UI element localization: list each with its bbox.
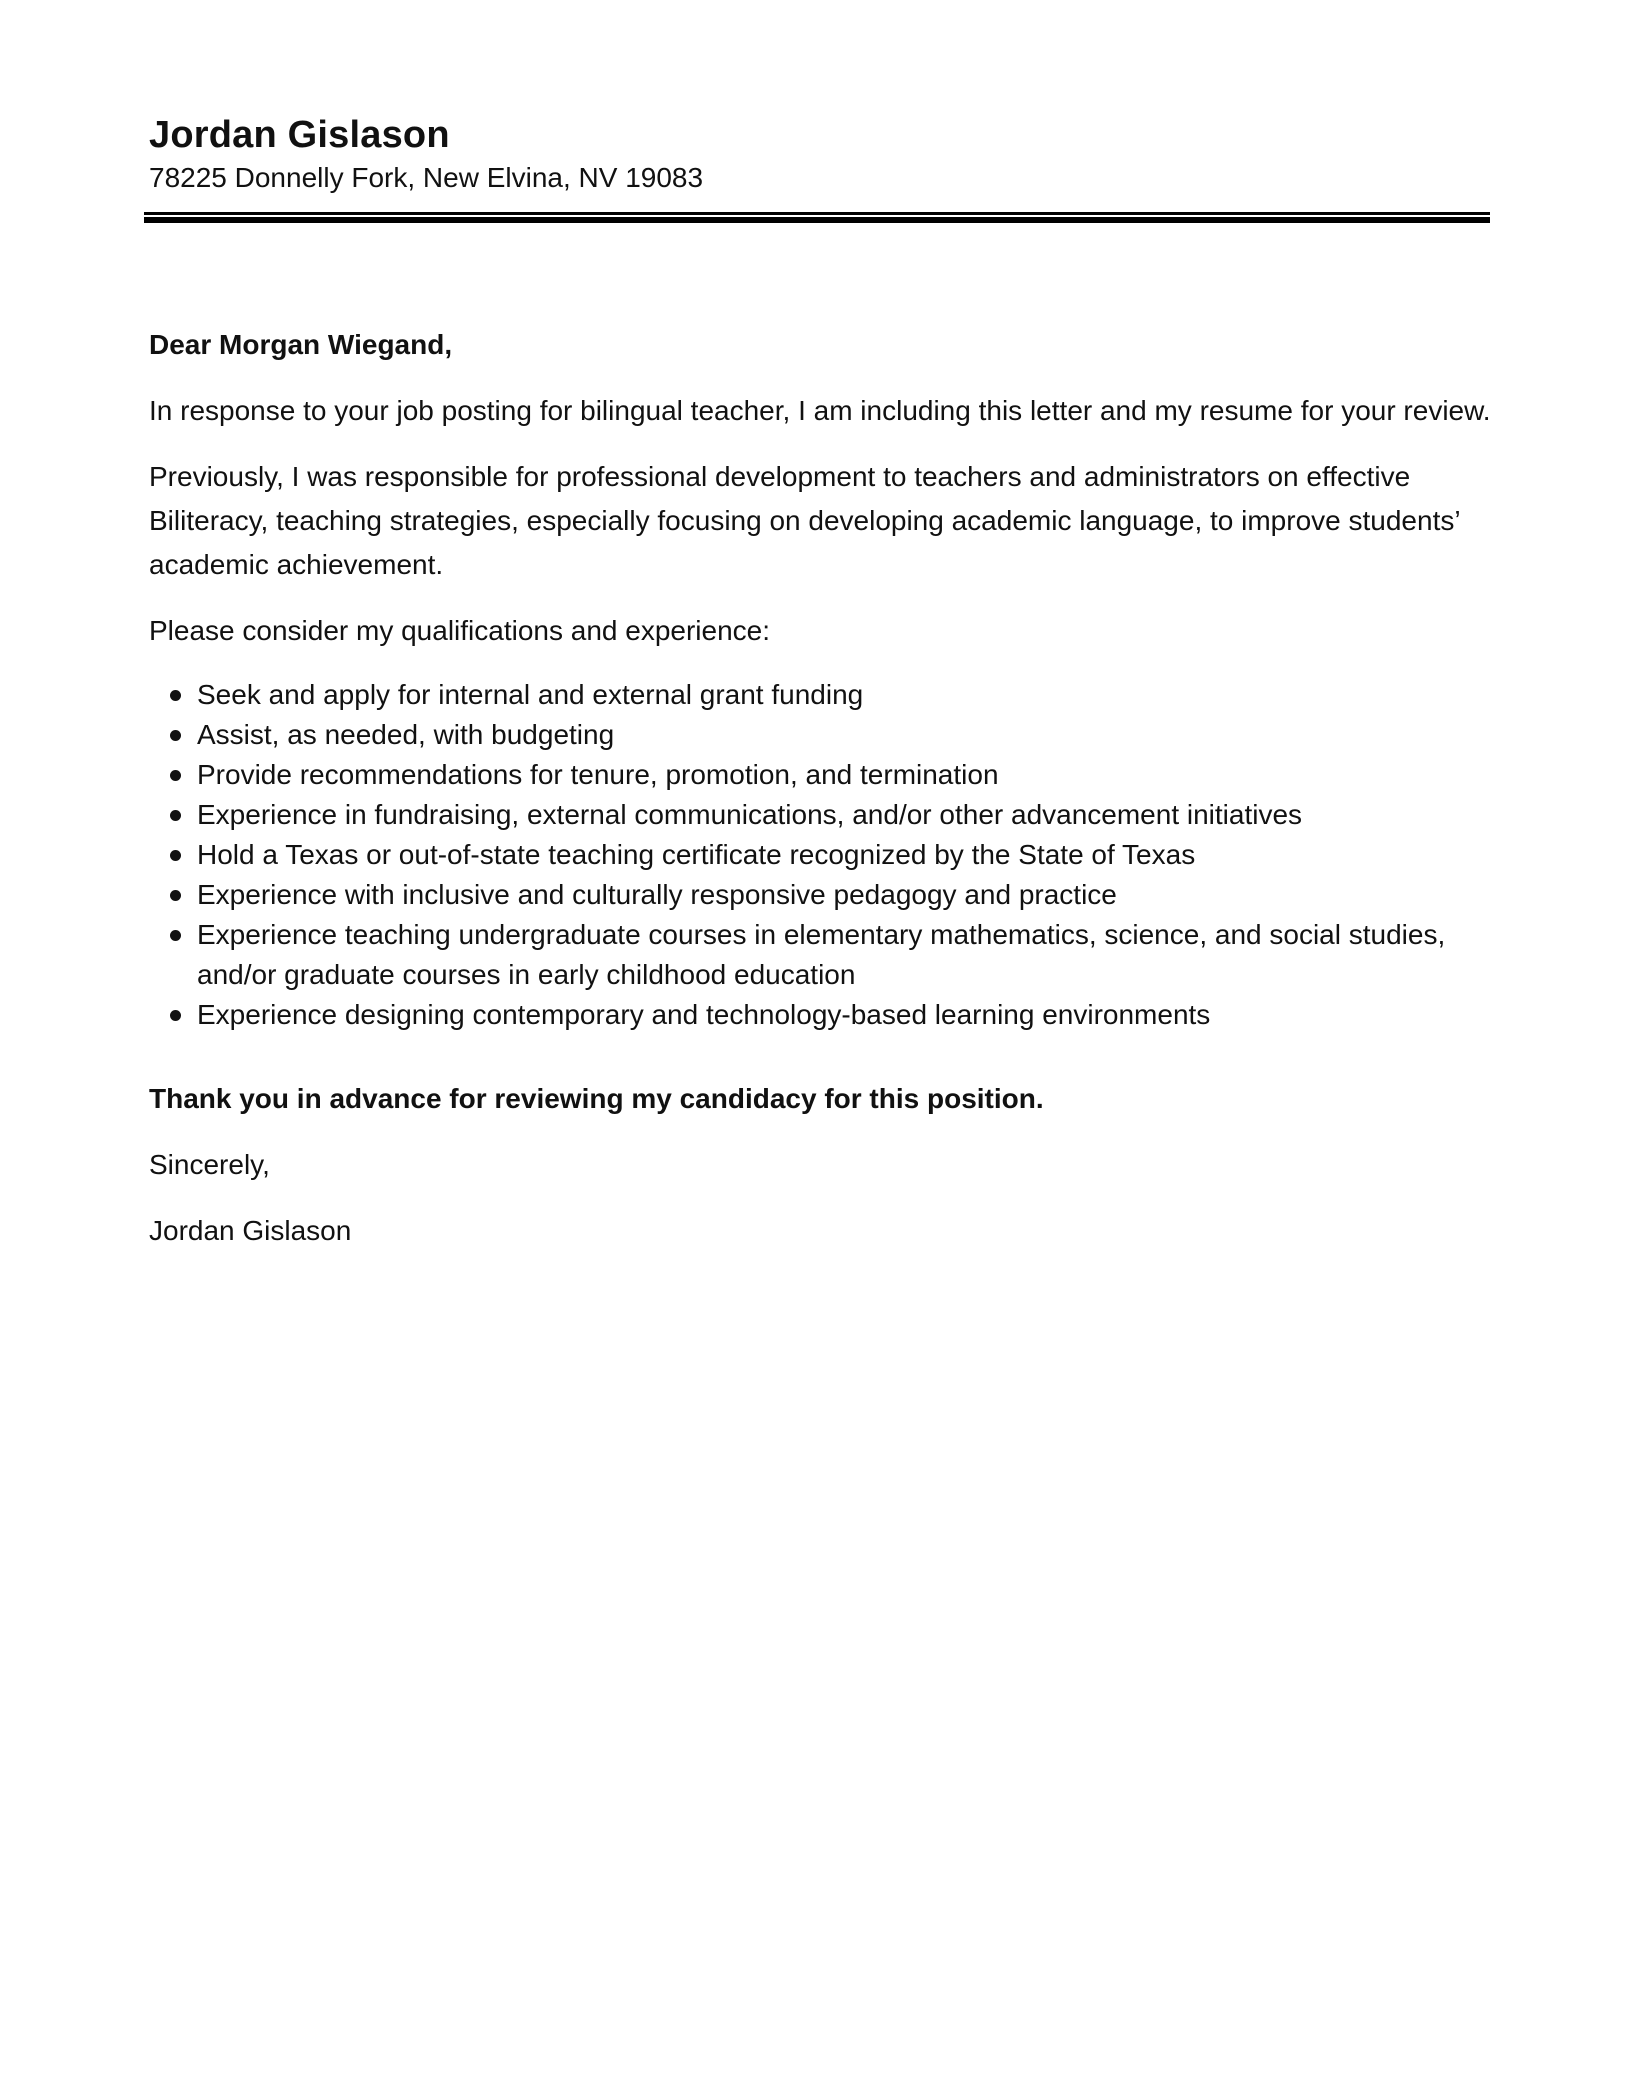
list-item-text: Experience designing contemporary and technology-based learning environments	[197, 999, 1211, 1030]
bullet-icon	[170, 930, 181, 941]
bullet-icon	[170, 770, 181, 781]
list-item-text: Provide recommendations for tenure, promotion, and termination	[197, 759, 999, 790]
letter-body	[149, 323, 1494, 1275]
bullet-icon	[170, 690, 181, 701]
bullet-icon	[170, 730, 181, 741]
sender-address: 78225 Donnelly Fork, New Elvina, NV 19083	[149, 162, 704, 193]
list-item-text: Experience in fundraising, external communications, and/or other advancement initiatives	[197, 799, 1303, 830]
divider-thin-line	[144, 212, 1490, 215]
list-item	[149, 995, 1494, 1035]
sender-name: Jordan Gislason	[149, 114, 450, 156]
closing-statement: Thank you in advance for reviewing my candidacy for this position.	[149, 1083, 1044, 1114]
header-divider	[144, 212, 1490, 223]
list-item-text: Experience teaching undergraduate courses in elementary mathematics, science, and social studies, and/or graduate courses in early childhood education	[197, 919, 1446, 990]
list-item	[149, 675, 1494, 715]
paragraph-intro: In response to your job posting for bilingual teacher, I am including this letter and my resume for your review.	[149, 395, 1491, 426]
paragraph-qualifications-intro: Please consider my qualifications and experience:	[149, 615, 771, 646]
salutation: Dear Morgan Wiegand,	[149, 329, 453, 360]
bullet-icon	[170, 810, 181, 821]
list-item	[149, 835, 1494, 875]
qualifications-list	[149, 675, 1494, 1035]
list-item	[149, 875, 1494, 915]
list-item-text: Assist, as needed, with budgeting	[197, 719, 615, 750]
list-item	[149, 755, 1494, 795]
sign-off: Sincerely,	[149, 1149, 270, 1180]
list-item-text: Seek and apply for internal and external grant funding	[197, 679, 864, 710]
bullet-icon	[170, 890, 181, 901]
letter-header	[149, 112, 1489, 198]
list-item	[149, 715, 1494, 755]
list-item-text: Experience with inclusive and culturally responsive pedagogy and practice	[197, 879, 1117, 910]
paragraph-experience: Previously, I was responsible for professional development to teachers and administrators on effective Biliteracy, teaching strategies, especially focusing on developing academic language, to improve students’ academic achievement.	[149, 461, 1460, 580]
bullet-icon	[170, 1010, 181, 1021]
list-item-text: Hold a Texas or out-of-state teaching certificate recognized by the State of Texas	[197, 839, 1196, 870]
list-item	[149, 795, 1494, 835]
signature-name: Jordan Gislason	[149, 1215, 352, 1246]
bullet-icon	[170, 850, 181, 861]
list-item	[149, 915, 1494, 995]
divider-thick-line	[144, 217, 1490, 223]
